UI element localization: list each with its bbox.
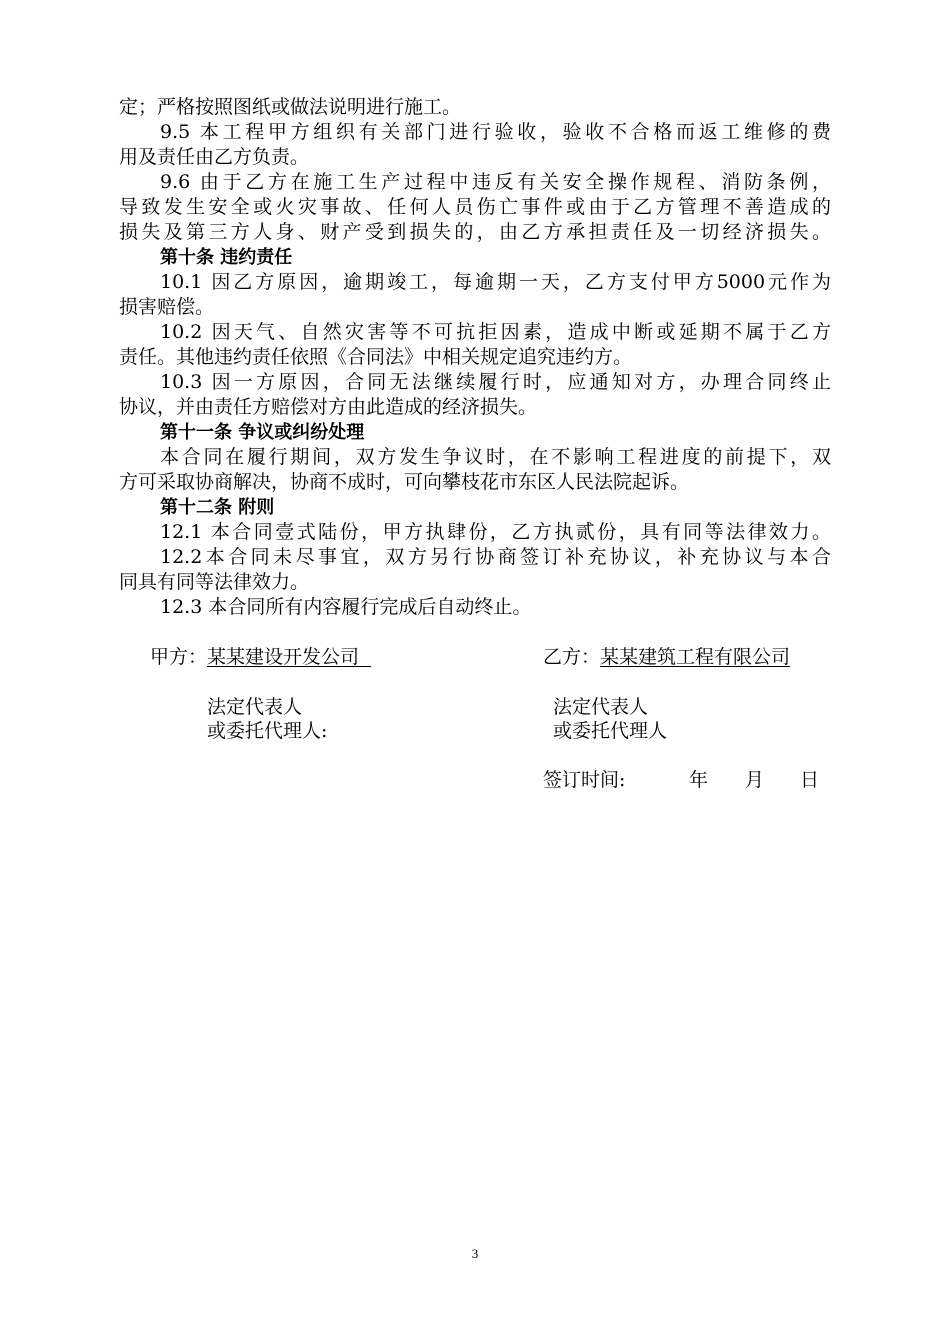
clause-10-3-line: 协议，并由责任方赔偿对方由此造成的经济损失。 [119,396,538,418]
party-b-name: 某某建筑工程有限公司 [600,646,791,668]
article-12-heading: 第十二条 附则 [160,497,275,518]
party-a-block [150,645,371,670]
clause-9-6-line: 导致发生安全或火灾事故、任何人员伤亡事件或由于乙方管理不善造成的 [119,196,831,218]
sign-date-month: 月 [745,769,765,791]
clause-9-5-line: 9.5 本工程甲方组织有关部门进行验收，验收不合格而返工维修的费 [160,121,831,143]
party-a-representative: 法定代表人 [207,696,303,718]
article-10-heading: 第十条 违约责任 [160,247,293,268]
clause-12-1-line: 12.1 本合同壹式陆份，甲方执肆份，乙方执贰份，具有同等法律效力。 [160,521,831,543]
clause-9-6-line: 9.6 由于乙方在施工生产过程中违反有关安全操作规程、消防条例， [160,171,831,193]
sign-date-day: 日 [800,769,820,791]
clause-9-5-line: 用及责任由乙方负责。 [119,146,310,168]
clause-9-6-line: 损失及第三方人身、财产受到损失的，由乙方承担责任及一切经济损失。 [119,221,831,243]
clause-10-2-line: 10.2 因天气、自然灾害等不可抗拒因素，造成中断或延期不属于乙方 [160,321,831,343]
clause-12-2-line: 同具有同等法律效力。 [119,571,310,593]
clause-12-2-line: 12.2本合同未尽事宜，双方另行协商签订补充协议，补充协议与本合 [160,546,831,568]
page-number: 3 [471,1246,479,1261]
party-a-agent: 或委托代理人: [207,720,328,742]
clause-10-1-line: 损害赔偿。 [119,296,215,318]
party-a-label: 甲方： [150,646,208,668]
article-11-line: 方可采取协商解决，协商不成时，可向攀枝花市东区人民法院起诉。 [119,471,690,493]
clause-10-3-line: 10.3 因一方原因，合同无法继续履行时，应通知对方，办理合同终止 [160,371,831,393]
article-11-line: 本合同在履行期间，双方发生争议时，在不影响工程进度的前提下，双 [160,446,831,468]
clause-text-line: 定；严格按照图纸或做法说明进行施工。 [119,96,462,118]
article-11-heading: 第十一条 争议或纠纷处理 [160,422,365,443]
sign-date-label: 签订时间: [543,769,626,791]
clause-10-2-line: 责任。其他违约责任依照《合同法》中相关规定追究违约方。 [119,346,633,368]
party-b-agent: 或委托代理人 [553,720,668,742]
clause-12-3-line: 12.3 本合同所有内容履行完成后自动终止。 [160,596,532,618]
party-b-label: 乙方： [543,646,601,668]
party-a-name: 某某建设开发公司 [207,646,360,668]
party-b-block [543,645,790,670]
sign-date-year: 年 [689,769,709,791]
party-a-underline-space [359,646,371,668]
party-b-representative: 法定代表人 [553,696,649,718]
clause-10-1-line: 10.1 因乙方原因，逾期竣工，每逾期一天，乙方支付甲方5000元作为 [160,271,831,293]
